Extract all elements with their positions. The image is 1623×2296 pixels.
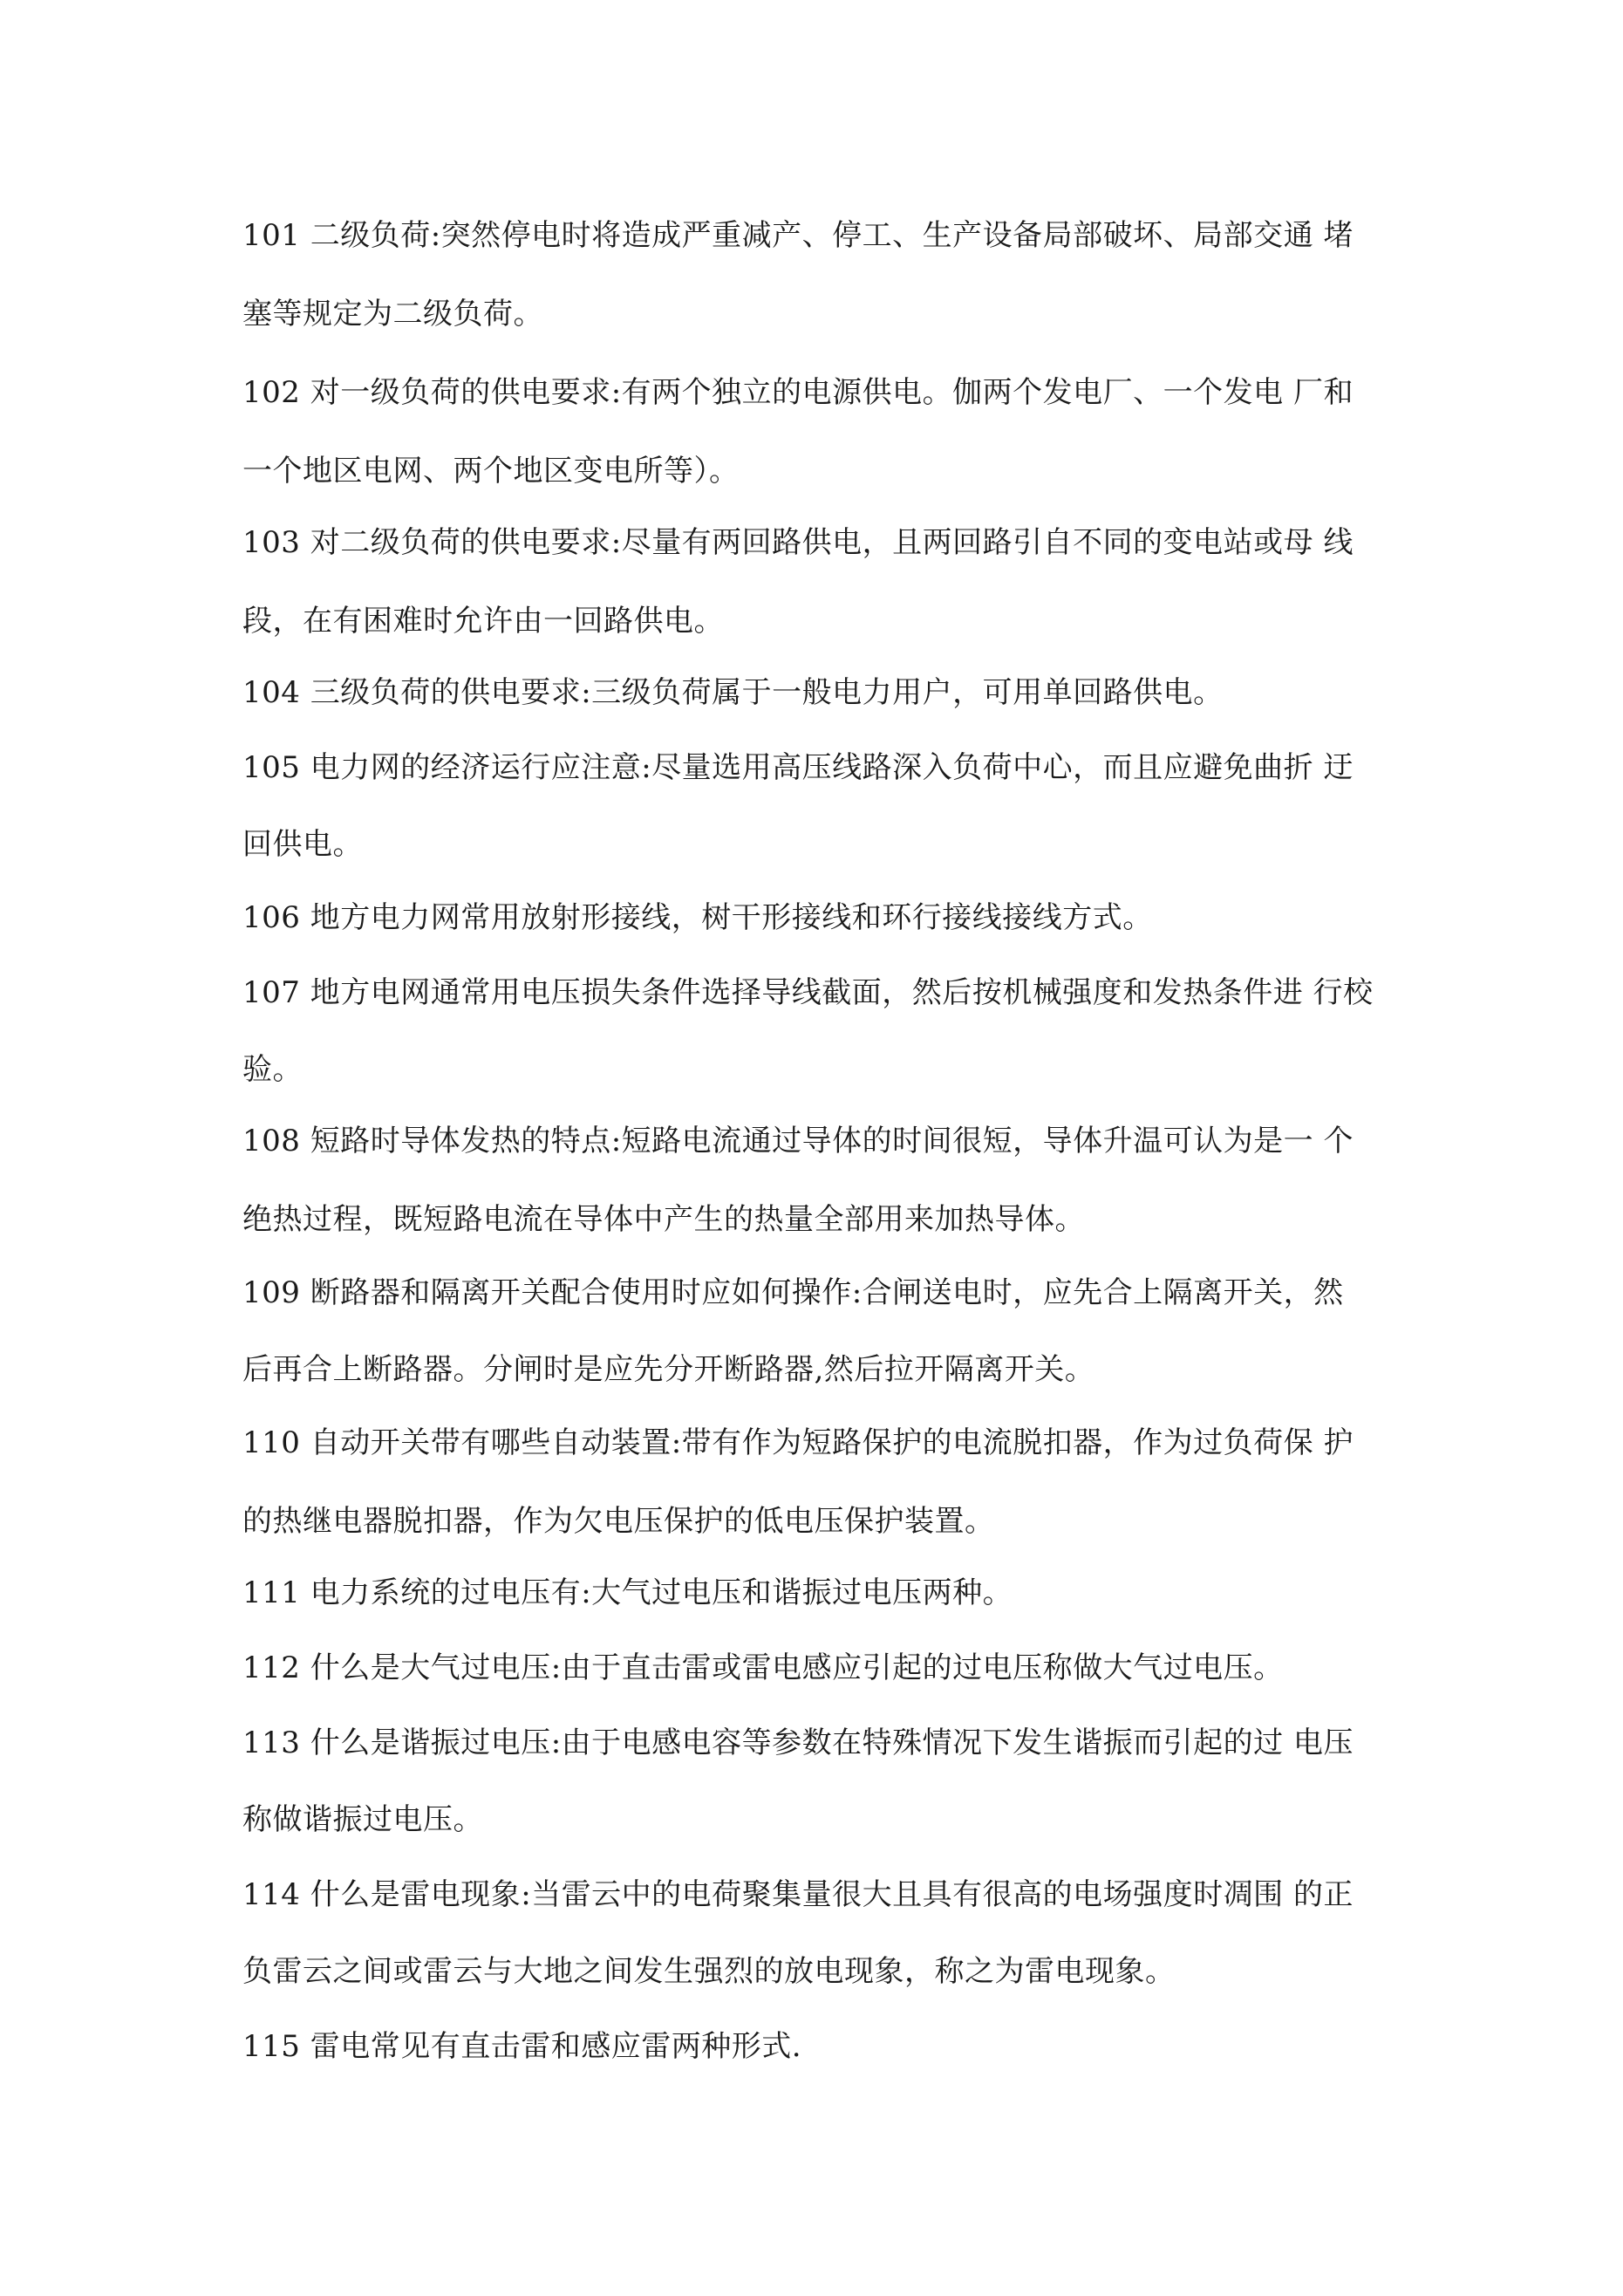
text-line: 回供电。: [242, 827, 363, 862]
text-line: 107 地方电网通常用电压损失条件选择导线截面，然后按机械强度和发热条件进 行校: [242, 975, 1374, 1010]
text-line: 113 什么是谐振过电压:由于电感电容等参数在特殊情况下发生谐振而引起的过 电压: [242, 1725, 1354, 1760]
text-line: 的热继电器脱扣器，作为欠电压保护的低电压保护装置。: [242, 1504, 995, 1539]
text-line: 负雷云之间或雷云与大地之间发生强烈的放电现象，称之为雷电现象。: [242, 1954, 1176, 1989]
text-line: 109 断路器和隔离开关配合使用时应如何操作:合闸送电时，应先合上隔离开关，然: [242, 1275, 1344, 1310]
text-line: 绝热过程，既短路电流在导体中产生的热量全部用来加热导体。: [242, 1202, 1085, 1237]
text-line: 105 电力网的经济运行应注意:尽量选用高压线路深入负荷中心，而且应避免曲折 迂: [242, 750, 1354, 785]
text-line: 115 雷电常见有直击雷和感应雷两种形式.: [242, 2029, 802, 2064]
text-line: 后再合上断路器。分闸时是应先分开断路器,然后拉开隔离开关。: [242, 1352, 1095, 1387]
text-line: 104 三级负荷的供电要求:三级负荷属于一般电力用户，可用单回路供电。: [242, 675, 1224, 710]
text-line: 110 自动开关带有哪些自动装置:带有作为短路保护的电流脱扣器，作为过负荷保 护: [242, 1425, 1354, 1460]
text-line: 验。: [242, 1052, 303, 1087]
text-line: 段，在有困难时允许由一回路供电。: [242, 604, 724, 639]
text-line: 106 地方电力网常用放射形接线，树干形接线和环行接线接线方式。: [242, 900, 1153, 935]
text-line: 103 对二级负荷的供电要求:尽量有两回路供电，且两回路引自不同的变电站或母 线: [242, 525, 1354, 560]
text-line: 108 短路时导体发热的特点:短路电流通过导体的时间很短，导体升温可认为是一 个: [242, 1124, 1354, 1158]
text-line: 111 电力系统的过电压有:大气过电压和谐振过电压两种。: [242, 1575, 1013, 1610]
text-line: 112 什么是大气过电压:由于直击雷或雷电感应引起的过电压称做大气过电压。: [242, 1650, 1284, 1685]
text-line: 102 对一级负荷的供电要求:有两个独立的电源供电。伽两个发电厂、一个发电 厂和: [242, 375, 1354, 410]
text-line: 一个地区电网、两个地区变电所等）。: [242, 454, 740, 489]
text-line: 称做谐振过电压。: [242, 1802, 483, 1837]
text-line: 101 二级负荷:突然停电时将造成严重减产、停工、生产设备局部破坏、局部交通 堵: [242, 218, 1354, 253]
text-line: 114 什么是雷电现象:当雷云中的电荷聚集量很大且具有很高的电场强度时凋围 的正: [242, 1877, 1354, 1912]
text-line: 塞等规定为二级负荷。: [242, 297, 543, 331]
